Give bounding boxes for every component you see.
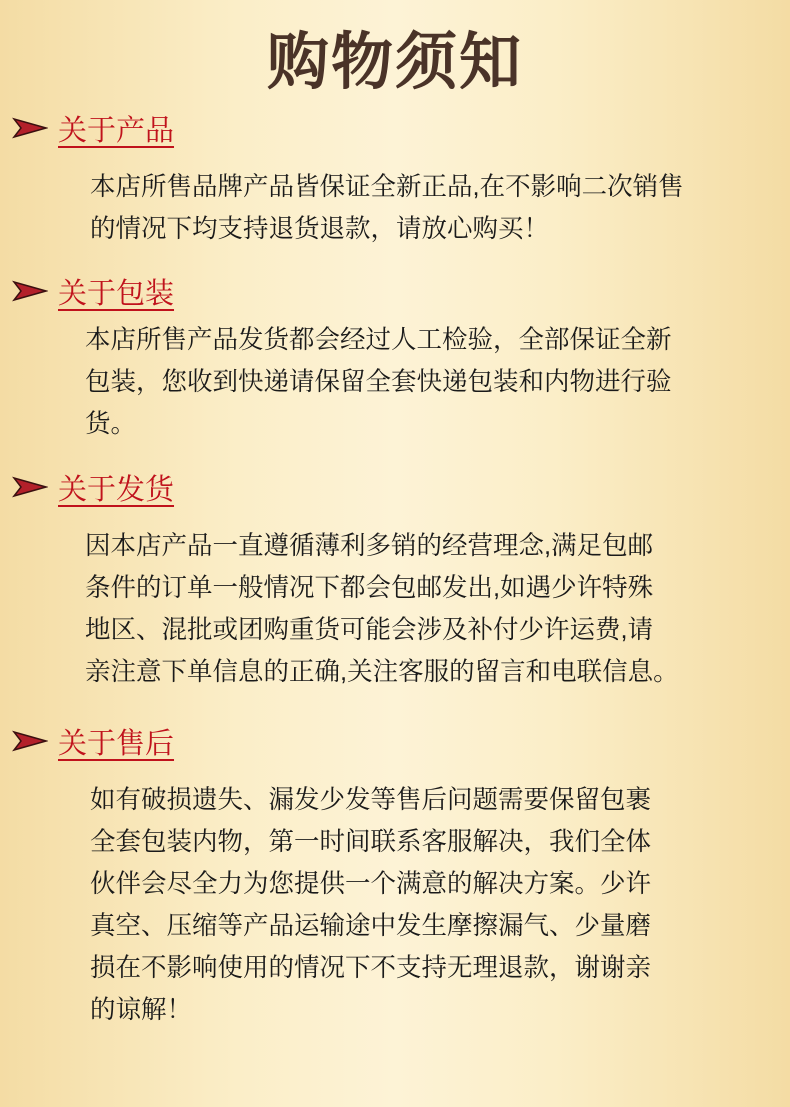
text-line: 损在不影响使用的情况下不支持无理退款，谢谢亲 xyxy=(90,954,652,982)
text-line: 的情况下均支持退货退款，请放心购买！ xyxy=(90,215,550,243)
text-line: 如有破损遗失、漏发少发等售后问题需要保留包裹 xyxy=(90,786,652,814)
heading-label: 关于产品 xyxy=(58,114,175,147)
section-text xyxy=(90,779,780,1031)
text-line: 包装，您收到快递请保留全套快递包装和内物进行验 xyxy=(85,368,672,396)
arrow-right-icon xyxy=(12,280,48,302)
text-line: 本店所售品牌产品皆保证全新正品,在不影响二次销售 xyxy=(90,173,684,201)
section-heading xyxy=(12,467,174,507)
arrow-right-icon xyxy=(12,117,48,139)
text-line: 条件的订单一般情况下都会包邮发出,如遇少许特殊 xyxy=(85,574,654,602)
text-line: 的谅解！ xyxy=(90,996,193,1024)
section-heading xyxy=(12,721,174,761)
section-heading xyxy=(12,108,174,148)
section-text xyxy=(85,525,775,693)
section-text xyxy=(85,319,775,445)
text-line: 本店所售产品发货都会经过人工检验，全部保证全新 xyxy=(85,326,672,354)
heading-label: 关于售后 xyxy=(58,727,175,760)
arrow-right-icon xyxy=(12,476,48,498)
section-text xyxy=(90,166,780,250)
arrow-right-icon xyxy=(12,730,48,752)
text-line: 伙伴会尽全力为您提供一个满意的解决方案。少许 xyxy=(90,870,652,898)
text-line: 地区、混批或团购重货可能会涉及补付少许运费,请 xyxy=(85,616,654,644)
text-line: 全套包装内物，第一时间联系客服解决，我们全体 xyxy=(90,828,652,856)
page-title: 购物须知 xyxy=(266,28,523,97)
heading-label: 关于包装 xyxy=(58,277,175,310)
text-line: 因本店产品一直遵循薄利多销的经营理念,满足包邮 xyxy=(85,532,654,560)
heading-label: 关于发货 xyxy=(58,473,175,506)
section-heading xyxy=(12,271,174,311)
text-line: 亲注意下单信息的正确,关注客服的留言和电联信息。 xyxy=(85,658,679,686)
text-line: 货。 xyxy=(85,410,137,438)
text-line: 真空、压缩等产品运输途中发生摩擦漏气、少量磨 xyxy=(90,912,652,940)
